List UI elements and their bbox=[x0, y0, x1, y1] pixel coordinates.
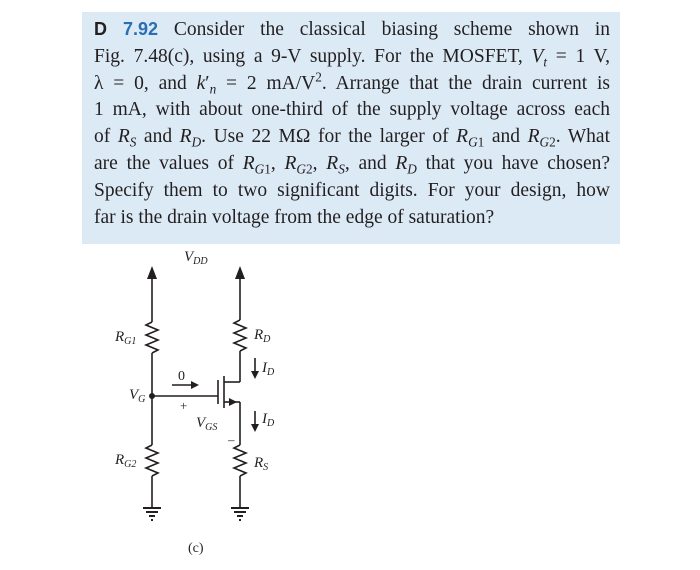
vgs-label: $V_{GS}$ bbox=[196, 415, 218, 433]
rs-label: $R_S$ bbox=[254, 455, 269, 473]
rd-label: $R_D$ bbox=[254, 327, 271, 345]
left-ground-icon bbox=[143, 508, 161, 520]
right-ground-icon bbox=[231, 508, 249, 520]
rs-resistor bbox=[234, 445, 246, 476]
gate-current-value: 0 bbox=[178, 369, 185, 384]
id-bottom-arrowhead-icon bbox=[251, 424, 259, 432]
right-supply-arrow-icon bbox=[235, 266, 245, 279]
id-top-arrowhead-icon bbox=[251, 371, 259, 379]
problem-line-1: D 7.92 Consider the classical biasing scheme shown in bbox=[94, 19, 610, 40]
problem-number: D 7.92 bbox=[94, 19, 159, 39]
id-bottom-label: $I_D$ bbox=[262, 411, 275, 429]
problem-line-6: are the values of $R_{G1}$, $R_{G2}$, $R_S$, and $R_D$ that you have chosen? bbox=[94, 152, 611, 177]
rg2-resistor bbox=[146, 445, 158, 476]
left-supply-arrow-icon bbox=[147, 266, 157, 279]
vgs-plus-sign: + bbox=[180, 398, 188, 413]
problem-line-5: of $R_S$ and $R_D$. Use 22 MΩ for the larger of $R_{G1}$ and $R_{G2}$. What bbox=[94, 126, 611, 150]
source-arrow-icon bbox=[229, 398, 237, 406]
gate-node-dot bbox=[149, 393, 155, 399]
problem-line-3: λ = 0, and $k'_n = 2$ $mA/V^2$. Arrange that the drain current is bbox=[94, 69, 611, 97]
problem-line-8: far is the drain voltage from the edge of saturation? bbox=[94, 206, 495, 228]
problem-line-7: Specify them to two significant digits. For your design, how bbox=[94, 179, 610, 201]
gate-current-arrowhead-icon bbox=[191, 381, 199, 389]
figure-caption: (c) bbox=[188, 541, 204, 556]
vg-label: $V_G$ bbox=[129, 387, 146, 405]
vgs-minus-sign: – bbox=[228, 432, 235, 447]
vdd-label: $V_{DD}$ bbox=[184, 249, 208, 267]
problem-line-4: 1 mA, with about one-third of the supply voltage across each bbox=[94, 99, 610, 121]
rd-resistor bbox=[234, 320, 246, 351]
rg1-label: $R_{G1}$ bbox=[115, 329, 137, 347]
problem-line-2: Fig. 7.48(c), using a 9-V supply. For the MOSFET, $V_t = 1$ V, bbox=[94, 45, 610, 70]
id-top-label: $I_D$ bbox=[262, 360, 275, 378]
rg1-resistor bbox=[146, 322, 158, 353]
rg2-label: $R_{G2}$ bbox=[115, 452, 137, 470]
